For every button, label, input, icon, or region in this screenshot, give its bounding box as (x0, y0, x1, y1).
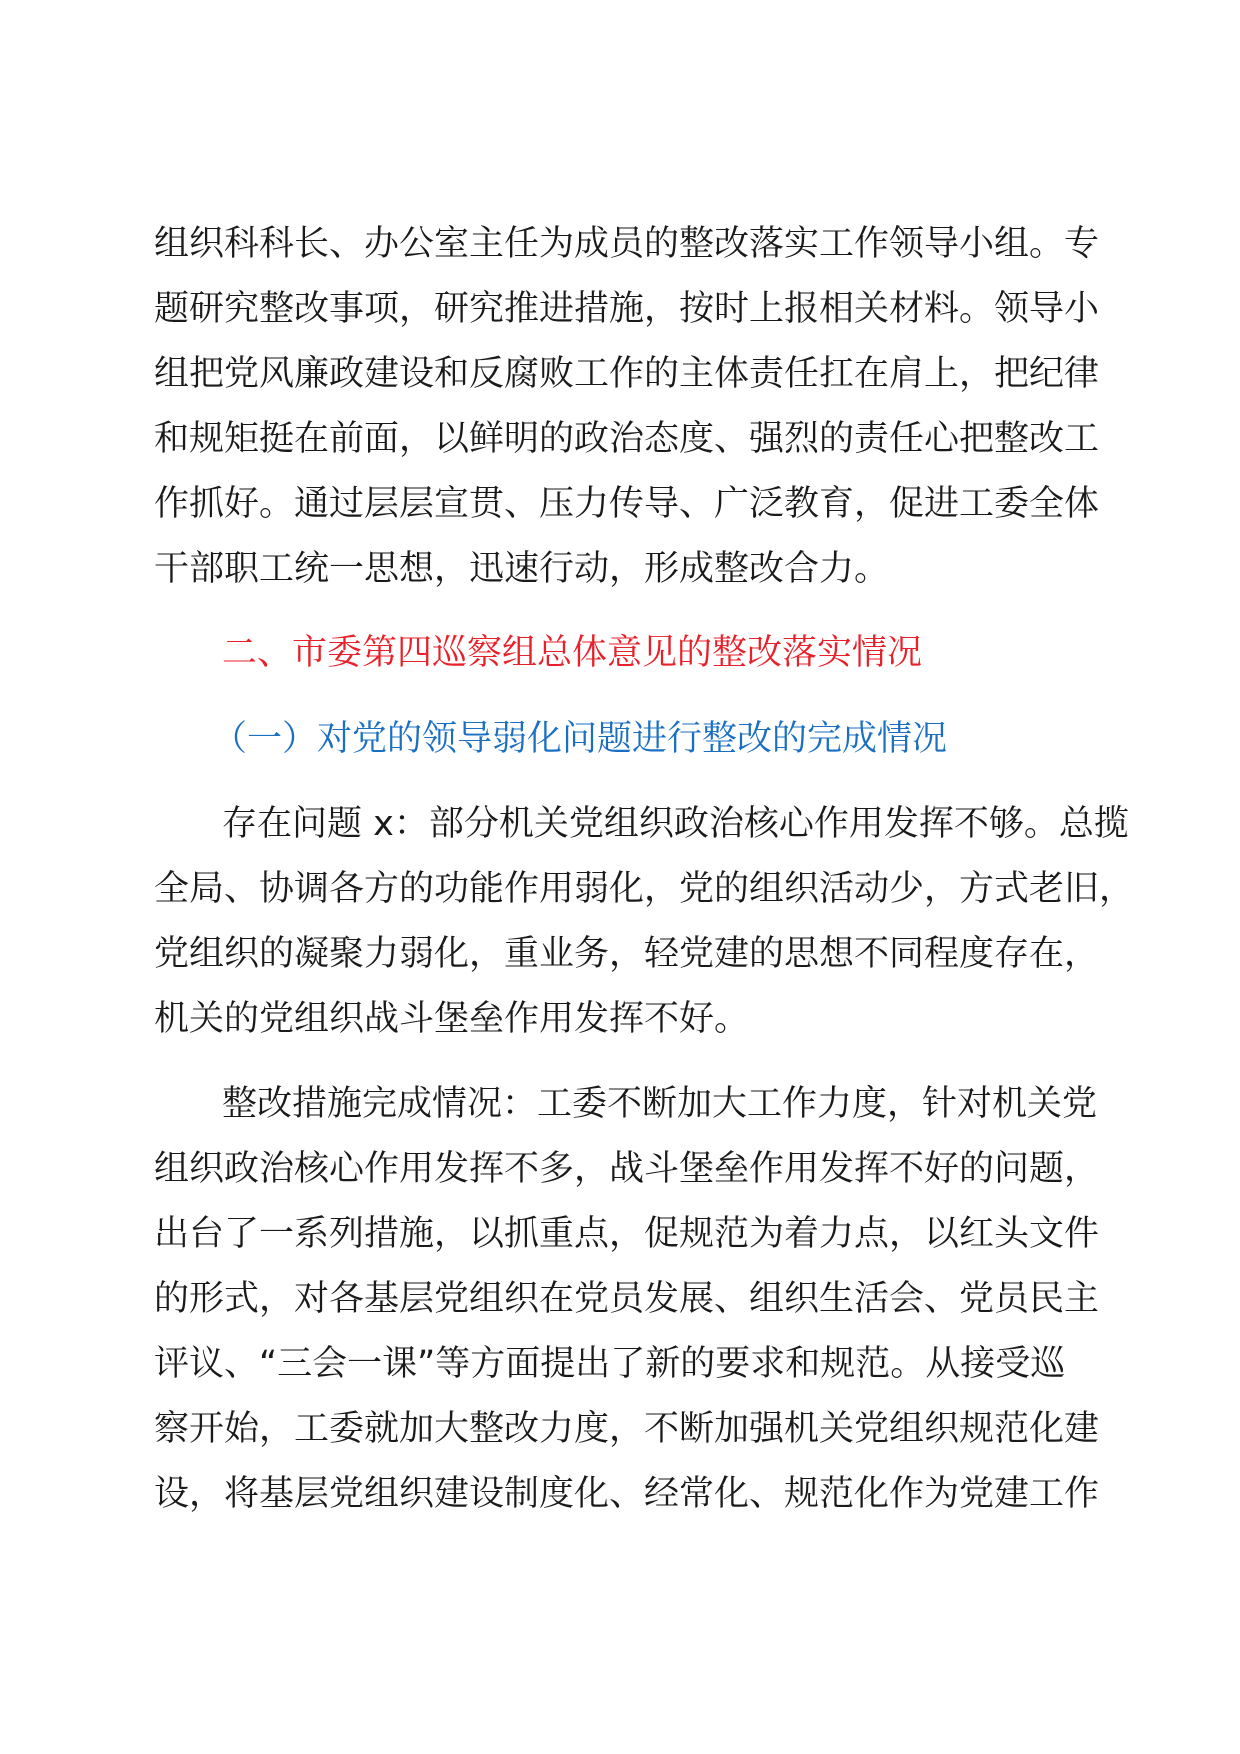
paragraph-2-line-4: 机关的党组织战斗堡垒作用发挥不好。 (154, 999, 750, 1039)
paragraph-3-line-3: 出台了一系列措施，以抓重点，促规范为着力点，以红头文件 (154, 1214, 1100, 1254)
paragraph-1-line-6: 干部职工统一思想，迅速行动，形成整改合力。 (154, 549, 890, 589)
paragraph-1-line-2: 题研究整改事项，研究推进措施，按时上报相关材料。领导小 (154, 289, 1100, 329)
paragraph-3-line-1: 整改措施完成情况：工委不断加大工作力度，针对机关党 (222, 1084, 1098, 1124)
paragraph-3-line-4: 的形式，对各基层党组织在党员发展、组织生活会、党员民主 (154, 1279, 1100, 1319)
paragraph-1-line-3: 组把党风廉政建设和反腐败工作的主体责任扛在肩上，把纪律 (154, 354, 1100, 394)
paragraph-3-line-6: 察开始，工委就加大整改力度，不断加强机关党组织规范化建 (154, 1409, 1100, 1449)
paragraph-2-line-1: 存在问题 x：部分机关党组织政治核心作用发挥不够。总揽 (222, 804, 1129, 844)
paragraph-2-line-2: 全局、协调各方的功能作用弱化，党的组织活动少，方式老旧， (154, 869, 1135, 909)
paragraph-1-line-1: 组织科科长、办公室主任为成员的整改落实工作领导小组。专 (154, 224, 1100, 264)
section-heading: 二、市委第四巡察组总体意见的整改落实情况 (222, 633, 923, 673)
paragraph-3-line-5: 评议、“三会一课”等方面提出了新的要求和规范。从接受巡 (154, 1344, 1066, 1384)
paragraph-1-line-5: 作抓好。通过层层宣贯、压力传导、广泛教育，促进工委全体 (154, 484, 1100, 524)
paragraph-2-line-3: 党组织的凝聚力弱化，重业务，轻党建的思想不同程度存在， (154, 934, 1100, 974)
paragraph-3-line-7: 设，将基层党组织建设制度化、经常化、规范化作为党建工作 (154, 1474, 1100, 1514)
subsection-heading: （一）对党的领导弱化问题进行整改的完成情况 (212, 719, 948, 759)
paragraph-3-line-2: 组织政治核心作用发挥不多，战斗堡垒作用发挥不好的问题， (154, 1149, 1100, 1189)
paragraph-1-line-4: 和规矩挺在前面，以鲜明的政治态度、强烈的责任心把整改工 (154, 419, 1100, 459)
